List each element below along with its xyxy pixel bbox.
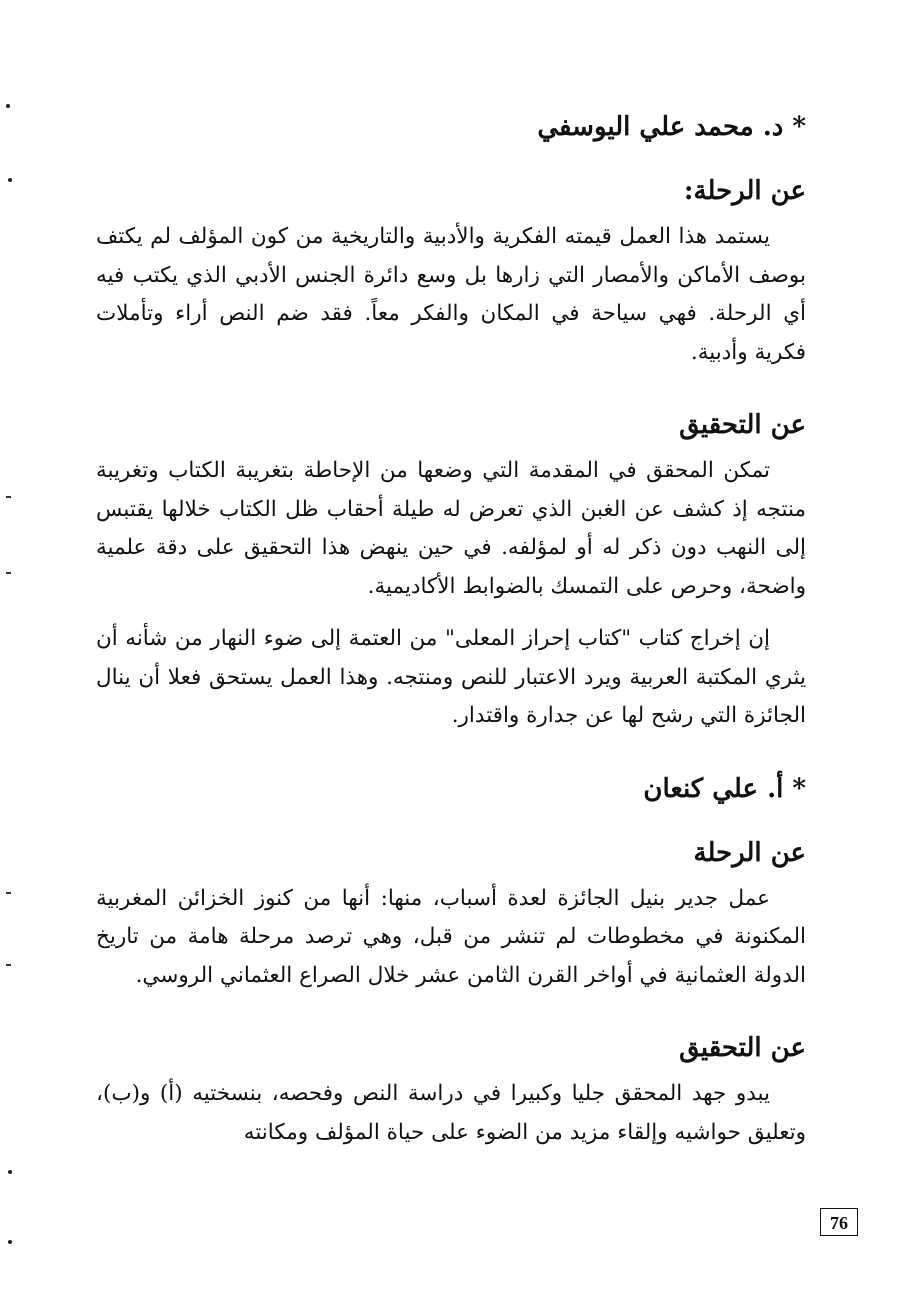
- paragraph-journey-kanaan: عمل جدير بنيل الجائزة لعدة أسباب، منها: أنها من كنوز الخزائن المغربية المكنونة في مخطوطات لم تنشر من قبل، وهي ترصد مرحلة هامة من تاريخ الدولة العثمانية في أواخر القرن الثامن عشر خلال الصراع العثماني الروسي.: [96, 885, 806, 988]
- scan-speck: [6, 964, 11, 966]
- scan-speck: [6, 104, 10, 108]
- subheading-journey: عن الرحلة:: [683, 176, 806, 206]
- subheading-journey-2: عن الرحلة: [693, 837, 806, 868]
- scan-speck: [6, 496, 11, 498]
- paragraph-verification-kanaan: يبدو جهد المحقق جليا وكبيرا في دراسة النص وفحصه، بنسختيه (أ) و(ب)، وتعليق حواشيه وإلقاء مزيد من الضوء على حياة المؤلف ومكانته: [96, 1081, 806, 1145]
- paragraph-verification-yousfi-1: تمكن المحقق في المقدمة التي وضعها من الإحاطة بتغريبة الكتاب وتغريبة منتجه إذ كشف عن الغبن الذي تعرض له طيلة أحقاب ظل الكتاب خلالها يقتبس إلى النهب دون ذكر له أو لمؤلفه. في حين ينهض هذا التحقيق على دقة علمية واضحة، وحرص على التمسك بالضوابط الأكاديمية.: [96, 458, 806, 599]
- page-number-box: 76: [820, 1208, 858, 1236]
- author-heading-kanaan: * أ. علي كنعان: [643, 773, 806, 804]
- subheading-verification-2: عن التحقيق: [679, 1033, 806, 1063]
- scan-speck: [6, 572, 11, 574]
- scan-speck: [8, 1240, 12, 1244]
- subheading-verification: عن التحقيق: [679, 410, 806, 440]
- author-heading-yousfi: * د. محمد علي اليوسفي: [537, 112, 806, 142]
- scan-speck: [8, 1170, 12, 1174]
- paragraph-verification-yousfi-2: إن إخراج كتاب "كتاب إحراز المعلى" من العتمة إلى ضوء النهار من شأنه أن يثري المكتبة العربية ويرد الاعتبار للنص ومنتجه. وهذا العمل يستحق فعلا أن ينال الجائزة التي رشح لها عن جدارة واقتدار.: [96, 626, 806, 728]
- scan-speck: [8, 178, 12, 182]
- document-body: [96, 110, 806, 1152]
- paragraph-journey-yousfi: يستمد هذا العمل قيمته الفكرية والأدبية والتاريخية من كون المؤلف لم يكتف بوصف الأماكن والأمصار التي زارها بل وسع دائرة الجنس الأدبي الذي يكتب فيه أي الرحلة. فهي سياحة في المكان والفكر معاً. فقد ضم النص أراء وتأملات فكرية وأدبية.: [96, 224, 806, 365]
- scan-speck: [6, 892, 11, 894]
